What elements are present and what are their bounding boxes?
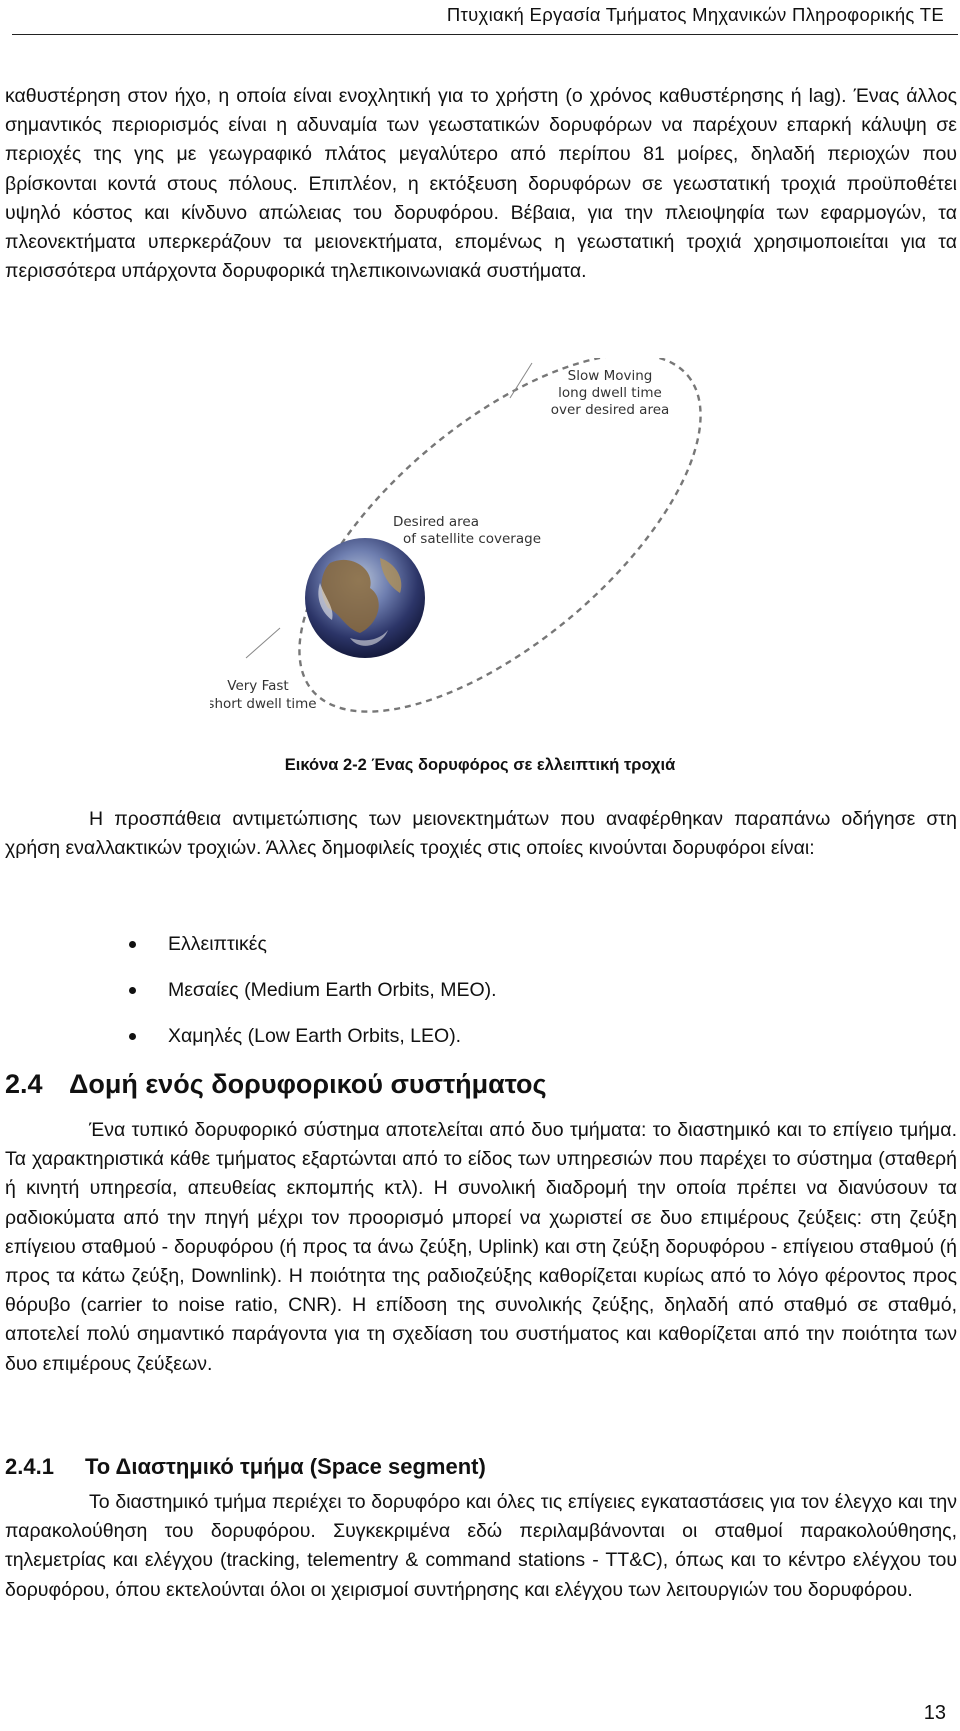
- list-item: [0, 1022, 497, 1068]
- orbit-types-list: [0, 930, 497, 1068]
- figure-caption: Εικόνα 2-2 Ένας δορυφόρος σε ελλειπτική τροχιά: [284, 756, 676, 774]
- list-item: [0, 930, 497, 976]
- earth-globe: [305, 538, 425, 658]
- bullet-icon: [129, 941, 136, 948]
- bullet-icon: [129, 1033, 136, 1040]
- section-title: Δομή ενός δορυφορικού συστήματος: [69, 1069, 547, 1099]
- page-number: 13: [923, 1702, 946, 1724]
- paragraph-alternative-orbits: Η προσπάθεια αντιμετώπισης των μειονεκτημάτων που αναφέρθηκαν παραπάνω οδήγησε στη χρήση εναλλακτικών τροχιών. Άλλες δημοφιλείς τροχιές στις οποίες κινούνται δορυφόροι είναι:: [5, 808, 957, 860]
- section-number: 2.4: [5, 1069, 43, 1099]
- page-header: [12, 0, 958, 35]
- header-title: Πτυχιακή Εργασία Τμήματος Μηχανικών Πληροφορικής ΤΕ: [446, 4, 944, 25]
- label-desired-area: Desired area: [392, 514, 480, 530]
- list-item-label: Χαμηλές (Low Earth Orbits, LEO).: [168, 1025, 462, 1047]
- label-satellite-coverage: of satellite coverage: [402, 531, 542, 547]
- label-very-fast: Very Fast: [227, 678, 289, 694]
- subsection-heading: [5, 1454, 486, 1480]
- orbit-diagram: [210, 358, 750, 718]
- label-slow-moving: Slow Moving: [567, 368, 653, 384]
- section-heading: [5, 1069, 547, 1100]
- paragraph-orbit-limitations: καθυστέρηση στον ήχο, η οποία είναι ενοχλητική για το χρήστη (ο χρόνος καθυστέρησης ή lag). Ένας άλλος σημαντικός περιορισμός είναι η αδυναμία των γεωστατικών δορυφόρων να παρέχουν επαρκή κάλυψη σε περιοχές της γης με γεωγραφικό πλάτος μεγαλύτερο από περίπου 81 μοίρες, δηλαδή περιοχών που βρίσκονται κοντά στους πόλους. Επιπλέον, η εκτόξευση δορυφόρων σε γεωστατική τροχιά προϋποθέτει υψηλό κόστος και κίνδυνο απώλειας του δορυφόρου. Βέβαια, για την πλειοψηφία των εφαρμογών, τα πλεονεκτήματα υπερκεράζουν τα μειονεκτήματα, επομένως η γεωστατική τροχιά χρησιμοποιείται για τα περισσότερα υπάρχοντα δορυφορικά τηλεπικοινωνιακά συστήματα.: [5, 85, 957, 283]
- label-over-desired-area: over desired area: [550, 402, 670, 418]
- paragraph-space-segment: Το διαστημικό τμήμα περιέχει το δορυφόρο και όλες τις επίγειες εγκαταστάσεις για τον έλεγχο και την παρακολούθηση του δορυφόρου. Συγκεκριμένα εδώ περιλαμβάνονται οι σταθμοί παρακολούθησης, τηλεμετρίας και ελέγχου (tracking, telementry & command stations - TT&C), όπως και το κέντρο ελέγχου του δορυφόρου, όπου εκτελούνται όλοι οι χειρισμοί συντήρησης και ελέγχου των λειτουργιών του δορυφόρου.: [5, 1491, 957, 1601]
- subsection-number: 2.4.1: [5, 1454, 54, 1479]
- list-item-label: Ελλειπτικές: [168, 933, 267, 955]
- paragraph-system-structure: Ένα τυπικό δορυφορικό σύστημα αποτελείται από δυο τμήματα: το διαστημικό και το επίγειο τμήμα. Τα χαρακτηριστικά κάθε τμήματος εξαρτώνται από το είδος των υπηρεσιών που παρέχει το σύστημα (σταθερή ή κινητή υπηρεσία, απευθείας εκπομπής κτλ). Η συνολική διαδρομή την οποία πρέπει να διανύσουν τα ραδιοκύματα από την πηγή μέχρι τον προορισμό μπορεί να χωριστεί σε δυο επιμέρους ζεύξεις: στη ζεύξη επίγειου σταθμού - δορυφόρου (ή προς τα άνω ζεύξη, Uplink) και στη ζεύξη δορυφόρου - επίγειου σταθμού (ή προς τα κάτω ζεύξη, Downlink). Η ποιότητα της ραδιοζεύξης καθορίζεται κυρίως από το λόγο φέροντος προς θόρυβο (carrier to noise ratio, CNR). Η επίδοση της συνολικής ζεύξης, δηλαδή από σταθμό σε σταθμό, αποτελεί πολύ σημαντικό παράγοντα για τη σχεδίαση του συστήματος και καθορίζεται από την ποιότητα των δυο επιμέρους ζεύξεων.: [5, 1119, 957, 1375]
- slow-leader-line: [510, 363, 532, 398]
- label-short-dwell: short dwell time: [210, 696, 317, 712]
- label-long-dwell: long dwell time: [558, 385, 662, 401]
- subsection-title: Το Διαστημικό τμήμα (Space segment): [85, 1454, 486, 1479]
- bullet-icon: [129, 987, 136, 994]
- list-item: [0, 976, 497, 1022]
- elliptical-orbit-figure: [210, 358, 750, 718]
- list-item-label: Μεσαίες (Medium Earth Orbits, MEO).: [168, 979, 497, 1001]
- fast-leader-line: [246, 628, 280, 658]
